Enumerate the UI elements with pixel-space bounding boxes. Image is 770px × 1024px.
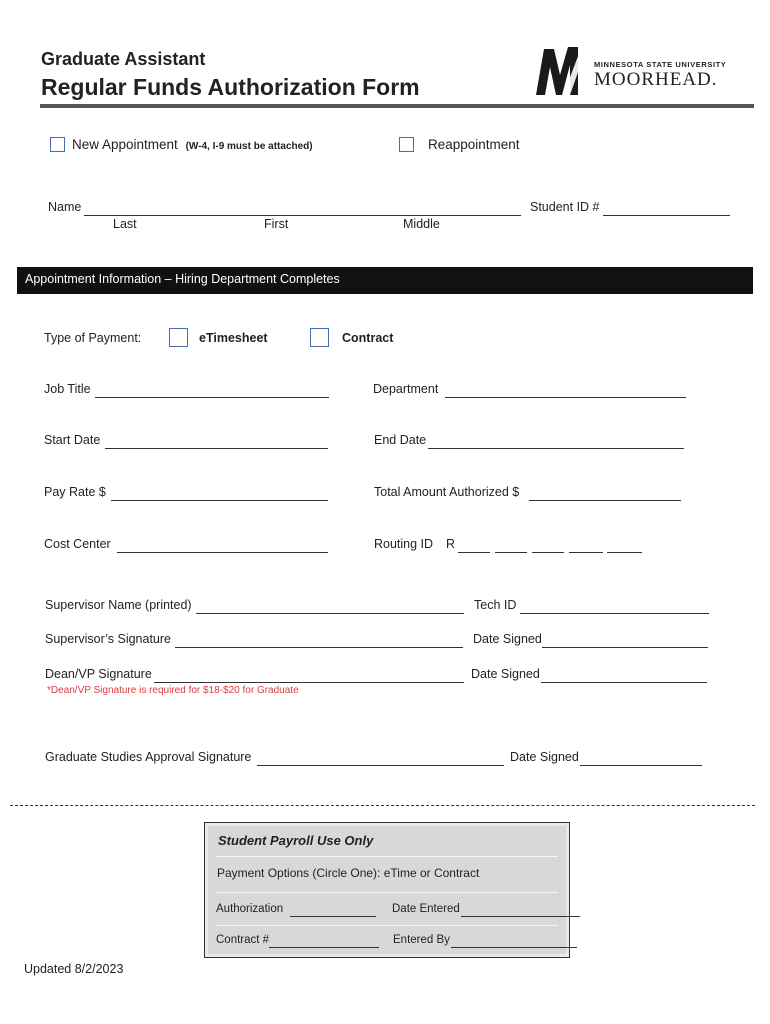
middle-name-caption: Middle <box>403 217 440 231</box>
contract-label: Contract <box>342 331 394 345</box>
payment-options-text: Payment Options (Circle One): eTime or Contract <box>217 866 480 880</box>
header-divider <box>40 104 754 108</box>
student-payroll-box <box>204 822 570 958</box>
contract-checkbox[interactable] <box>310 328 329 347</box>
cost-center-label: Cost Center <box>44 537 111 551</box>
pay-rate-field[interactable] <box>111 486 328 501</box>
dean-date-signed-label: Date Signed <box>471 667 540 681</box>
etimesheet-checkbox[interactable] <box>169 328 188 347</box>
form-title: Regular Funds Authorization Form <box>41 74 420 100</box>
student-payroll-inner <box>208 826 566 954</box>
supervisor-name-label: Supervisor Name (printed) <box>45 598 192 612</box>
date-entered-label: Date Entered <box>392 903 460 915</box>
cut-line-divider <box>10 805 755 806</box>
new-appointment-checkbox[interactable] <box>50 137 65 152</box>
start-date-label: Start Date <box>44 433 101 447</box>
payroll-divider <box>216 892 558 893</box>
date-entered-field[interactable] <box>461 904 580 917</box>
contract-number-label: Contract # <box>216 934 270 946</box>
routing-segment-4[interactable] <box>569 538 603 553</box>
grad-studies-signature-label: Graduate Studies Approval Signature <box>45 750 252 764</box>
routing-segment-5[interactable] <box>607 538 642 553</box>
supervisor-signature-field[interactable] <box>175 633 463 648</box>
name-field[interactable] <box>84 201 521 216</box>
student-id-label: Student ID # <box>530 200 600 214</box>
authorization-field[interactable] <box>290 904 376 917</box>
supervisor-name-field[interactable] <box>196 599 464 614</box>
grad-studies-signature-field[interactable] <box>257 751 504 766</box>
routing-segment-1[interactable] <box>458 538 490 553</box>
appointment-info-section-header <box>17 267 753 294</box>
total-amount-label: Total Amount Authorized $ <box>374 485 520 499</box>
contract-number-field[interactable] <box>269 935 379 948</box>
routing-segment-3[interactable] <box>532 538 564 553</box>
entered-by-label: Entered By <box>393 934 450 946</box>
entered-by-field[interactable] <box>451 935 577 948</box>
dean-signature-label: Dean/VP Signature <box>45 667 152 681</box>
end-date-field[interactable] <box>428 434 684 449</box>
cost-center-field[interactable] <box>117 538 328 553</box>
new-appointment-label: New Appointment (W-4, I-9 must be attached) <box>72 137 313 152</box>
job-title-label: Job Title <box>44 382 91 396</box>
first-name-caption: First <box>264 217 289 231</box>
form-subtitle: Graduate Assistant <box>41 49 206 69</box>
routing-id-label: Routing ID <box>374 537 434 551</box>
total-amount-field[interactable] <box>529 486 681 501</box>
dean-date-signed-field[interactable] <box>541 668 707 683</box>
updated-date: Updated 8/2/2023 <box>24 962 124 976</box>
routing-prefix: R <box>446 537 456 551</box>
supervisor-signature-label: Supervisor’s Signature <box>45 632 171 646</box>
logo-university-system: MINNESOTA STATE UNIVERSITY <box>594 60 727 69</box>
payroll-title: Student Payroll Use Only <box>218 833 374 848</box>
reappointment-checkbox[interactable] <box>399 137 414 152</box>
logo-university-name: MOORHEAD. <box>594 69 718 90</box>
etimesheet-label: eTimesheet <box>199 331 268 345</box>
end-date-label: End Date <box>374 433 427 447</box>
payroll-divider <box>216 856 558 857</box>
reappointment-label: Reappointment <box>428 137 520 152</box>
last-name-caption: Last <box>113 217 137 231</box>
student-id-field[interactable] <box>603 201 730 216</box>
grad-studies-date-signed-label: Date Signed <box>510 750 579 764</box>
supervisor-date-signed-field[interactable] <box>542 633 708 648</box>
department-label: Department <box>373 382 439 396</box>
name-label: Name <box>48 200 82 214</box>
university-logo-icon <box>534 45 586 97</box>
routing-segment-2[interactable] <box>495 538 527 553</box>
department-field[interactable] <box>445 383 686 398</box>
tech-id-field[interactable] <box>520 599 709 614</box>
start-date-field[interactable] <box>105 434 328 449</box>
tech-id-label: Tech ID <box>474 598 517 612</box>
dean-signature-field[interactable] <box>154 668 464 683</box>
new-appointment-note: (W-4, I-9 must be attached) <box>185 141 313 152</box>
pay-rate-label: Pay Rate $ <box>44 485 106 499</box>
payroll-divider <box>216 925 558 926</box>
job-title-field[interactable] <box>95 383 329 398</box>
dean-signature-note: *Dean/VP Signature is required for $18-$20 for Graduate <box>47 685 299 696</box>
payment-type-label: Type of Payment: <box>44 331 142 345</box>
grad-studies-date-signed-field[interactable] <box>580 751 702 766</box>
authorization-label: Authorization <box>216 903 284 915</box>
supervisor-date-signed-label: Date Signed <box>473 632 542 646</box>
section-header-text: Appointment Information – Hiring Department Completes <box>25 272 340 286</box>
